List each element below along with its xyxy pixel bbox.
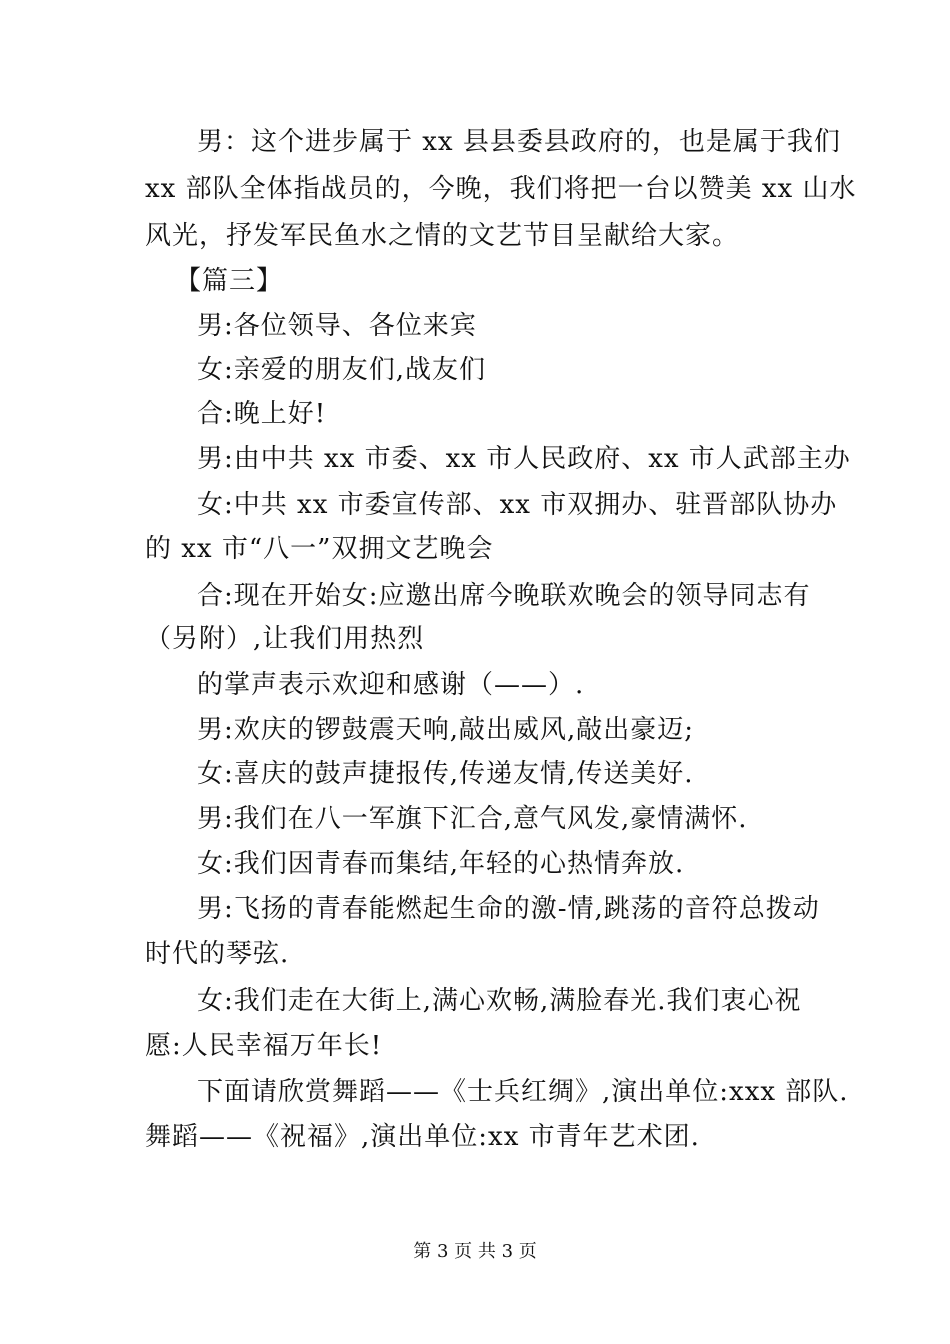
text-line: 下面请欣赏舞蹈——《士兵红绸》,演出单位:xxx 部队.: [197, 1077, 849, 1107]
text-line: 合:晚上好!: [197, 399, 327, 429]
text-line: 的掌声表示欢迎和感谢（——）.: [197, 670, 585, 700]
text-line: 男：这个进步属于 xx 县县委县政府的，也是属于我们: [197, 127, 841, 157]
text-line: 女:我们走在大街上,满心欢畅,满脸春光.我们衷心祝: [197, 986, 802, 1016]
text-line: 愿:人民幸福万年长!: [145, 1031, 383, 1061]
text-line: 女:喜庆的鼓声捷报传,传递友情,传送美好.: [197, 759, 694, 789]
text-line: 男:欢庆的锣鼓震天响,敲出威风,敲出豪迈;: [197, 715, 695, 745]
text-line: xx 部队全体指战员的，今晚，我们将把一台以赞美 xx 山水: [145, 174, 857, 204]
text-line: 风光，抒发军民鱼水之情的文艺节目呈献给大家。: [145, 221, 740, 251]
text-line: 合:现在开始女:应邀出席今晚联欢晚会的领导同志有: [197, 581, 811, 611]
text-line: 男:我们在八一军旗下汇合,意气风发,豪情满怀.: [197, 804, 748, 834]
text-line: （另附）,让我们用热烈: [145, 624, 425, 654]
text-line: 男:飞扬的青春能燃起生命的激-情,跳荡的音符总拨动: [197, 894, 820, 924]
page-footer: 第 3 页 共 3 页: [413, 1241, 537, 1262]
text-line: 女:中共 xx 市委宣传部、xx 市双拥办、驻晋部队协办: [197, 490, 838, 520]
text-line: 时代的琴弦.: [145, 939, 290, 969]
section-heading: 【篇三】: [175, 266, 284, 296]
text-line: 女:我们因青春而集结,年轻的心热情奔放.: [197, 849, 685, 879]
text-line: 男:由中共 xx 市委、xx 市人民政府、xx 市人武部主办: [197, 444, 851, 474]
text-line: 女:亲爱的朋友们,战友们: [197, 355, 487, 385]
text-line: 舞蹈——《祝福》,演出单位:xx 市青年艺术团.: [145, 1122, 700, 1152]
text-line: 男:各位领导、各位来宾: [197, 311, 477, 341]
text-line: 的 xx 市“八一”双拥文艺晚会: [145, 534, 494, 564]
